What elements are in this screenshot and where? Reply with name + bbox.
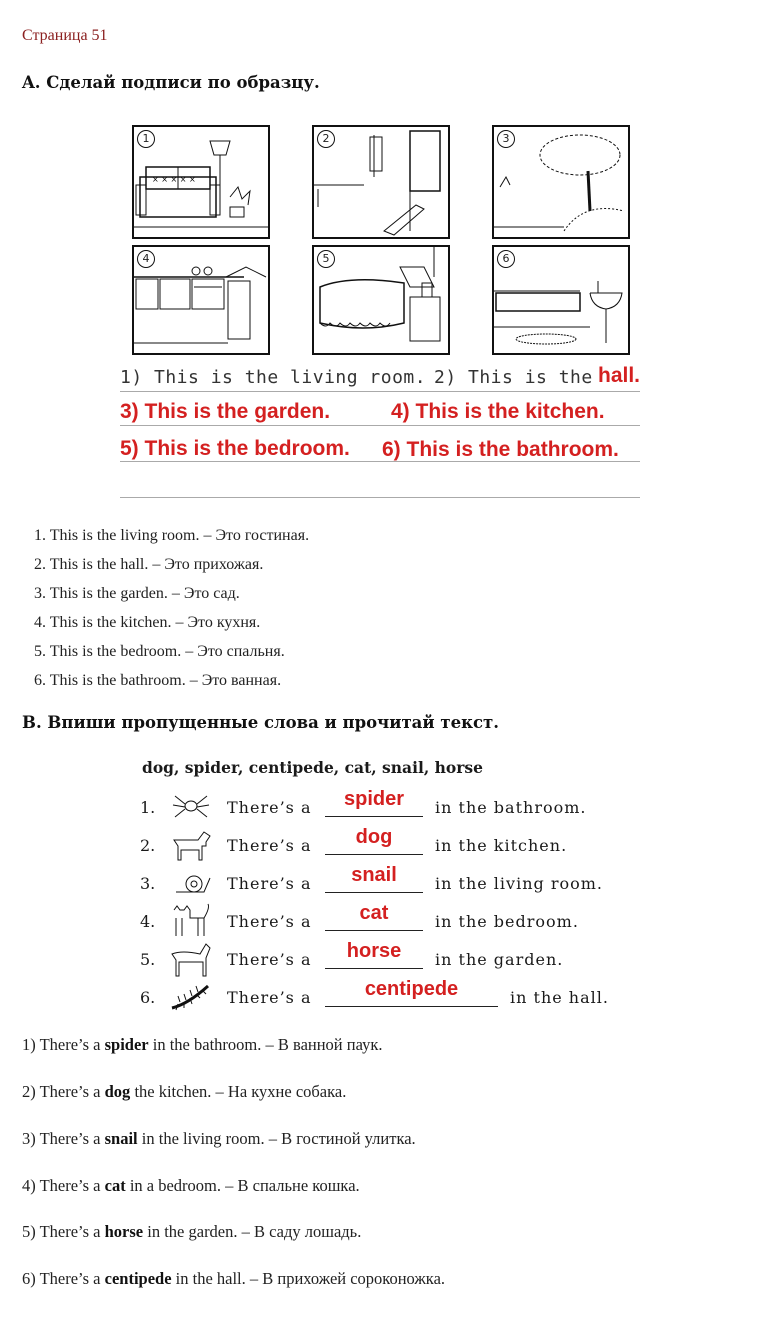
answer-6: 6) This is the bathroom. bbox=[382, 438, 619, 461]
handwritten-example-1: 1) This is the living room. bbox=[120, 367, 427, 388]
sentence-text: the kitchen. – На кухне собака. bbox=[130, 1082, 347, 1101]
line-suffix: in the garden. bbox=[435, 950, 564, 969]
garden-illustration bbox=[494, 127, 628, 237]
answer-text: centipede bbox=[364, 978, 459, 1000]
line-prefix: There’s a bbox=[227, 988, 312, 1007]
exercise-line bbox=[132, 902, 637, 932]
cat-icon bbox=[168, 902, 214, 940]
picture-garden bbox=[492, 125, 630, 239]
exercise-b-figure bbox=[132, 752, 637, 1014]
sentence-keyword: cat bbox=[104, 1176, 126, 1195]
answer-blank bbox=[325, 978, 498, 1007]
sentence-keyword: horse bbox=[104, 1222, 144, 1241]
translation-b-1 bbox=[22, 1035, 382, 1055]
picture-number: 3 bbox=[497, 130, 515, 148]
line-suffix: in the hall. bbox=[510, 988, 609, 1007]
answer-blank bbox=[325, 940, 423, 969]
answer-blank bbox=[325, 788, 423, 817]
answer-3: 3) This is the garden. bbox=[120, 400, 331, 423]
answer-text: horse bbox=[346, 940, 402, 962]
answer-2: hall. bbox=[598, 364, 641, 387]
word-bank: dog, spider, centipede, cat, snail, horse bbox=[142, 758, 483, 777]
translation-b-4 bbox=[22, 1176, 360, 1196]
picture-hall bbox=[312, 125, 450, 239]
answer-blank bbox=[325, 902, 423, 931]
sentence-text: 4) There’s a bbox=[22, 1176, 105, 1195]
sentence-text: 2) There’s a bbox=[22, 1082, 105, 1101]
list-item: 2. This is the hall. – Это прихожая. bbox=[34, 556, 264, 573]
sentence-text: 5) There’s a bbox=[22, 1222, 105, 1241]
ruled-line bbox=[120, 425, 640, 426]
answer-text: dog bbox=[355, 826, 393, 848]
translation-b-2 bbox=[22, 1082, 346, 1102]
sentence-text: 6) There’s a bbox=[22, 1269, 105, 1288]
exercise-a-figure bbox=[118, 115, 658, 503]
line-prefix: There’s a bbox=[227, 874, 312, 893]
ruled-line bbox=[120, 497, 640, 498]
line-number: 4. bbox=[140, 912, 156, 931]
sentence-text: in a bedroom. – В спальне кошка. bbox=[125, 1176, 360, 1195]
line-number: 2. bbox=[140, 836, 156, 855]
exercise-line bbox=[132, 826, 637, 856]
line-number: 3. bbox=[140, 874, 156, 893]
translation-b-5 bbox=[22, 1222, 361, 1242]
ruled-line bbox=[120, 461, 640, 462]
section-b-heading: B. Впиши пропущенные слова и прочитай текст. bbox=[22, 713, 500, 732]
list-item: 1. This is the living room. – Это гостиная. bbox=[34, 527, 310, 544]
section-a-heading: A. Сделай подписи по образцу. bbox=[22, 73, 320, 92]
line-prefix: There’s a bbox=[227, 836, 312, 855]
answer-blank bbox=[325, 864, 423, 893]
picture-bedroom bbox=[312, 245, 450, 355]
sentence-text: 3) There’s a bbox=[22, 1129, 105, 1148]
answer-blank bbox=[325, 826, 423, 855]
answer-text: spider bbox=[343, 788, 405, 810]
line-suffix: in the bedroom. bbox=[435, 912, 579, 931]
exercise-line bbox=[132, 788, 637, 818]
picture-number: 1 bbox=[137, 130, 155, 148]
answer-text: snail bbox=[351, 864, 397, 886]
line-prefix: There’s a bbox=[227, 912, 312, 931]
spider-icon bbox=[168, 788, 214, 826]
sentence-text: in the hall. – В прихожей сороконожка. bbox=[171, 1269, 446, 1288]
translation-b-6 bbox=[22, 1269, 445, 1289]
ruled-line bbox=[120, 391, 640, 392]
translation-b-3 bbox=[22, 1129, 416, 1149]
line-prefix: There’s a bbox=[227, 798, 312, 817]
exercise-line bbox=[132, 940, 637, 970]
line-suffix: in the living room. bbox=[435, 874, 603, 893]
picture-bathroom bbox=[492, 245, 630, 355]
list-item: 4. This is the kitchen. – Это кухня. bbox=[34, 614, 261, 631]
sentence-keyword: snail bbox=[104, 1129, 138, 1148]
list-item: 5. This is the bedroom. – Это спальня. bbox=[34, 643, 285, 660]
exercise-line bbox=[132, 864, 637, 894]
picture-number: 4 bbox=[137, 250, 155, 268]
sentence-text: in the garden. – В саду лошадь. bbox=[143, 1222, 362, 1241]
line-number: 6. bbox=[140, 988, 156, 1007]
translations-a-list bbox=[34, 524, 309, 698]
handwritten-example-2: 2) This is the bbox=[434, 367, 593, 388]
centipede-icon bbox=[168, 978, 214, 1016]
sentence-text: 1) There’s a bbox=[22, 1035, 105, 1054]
sentence-text: in the living room. – В гостиной улитка. bbox=[137, 1129, 416, 1148]
picture-number: 5 bbox=[317, 250, 335, 268]
sentence-keyword: centipede bbox=[104, 1269, 172, 1288]
line-number: 5. bbox=[140, 950, 156, 969]
sentence-text: in the bathroom. – В ванной паук. bbox=[148, 1035, 383, 1054]
line-prefix: There’s a bbox=[227, 950, 312, 969]
picture-kitchen bbox=[132, 245, 270, 355]
svg-text:× × × × ×: × × × × × bbox=[152, 175, 196, 184]
picture-number: 2 bbox=[317, 130, 335, 148]
sentence-keyword: dog bbox=[104, 1082, 131, 1101]
snail-icon bbox=[168, 864, 214, 902]
dog-icon bbox=[168, 826, 214, 864]
exercise-line bbox=[132, 978, 637, 1008]
line-suffix: in the kitchen. bbox=[435, 836, 568, 855]
hall-illustration bbox=[314, 127, 448, 237]
living-room-illustration bbox=[134, 127, 268, 237]
list-item: 6. This is the bathroom. – Это ванная. bbox=[34, 672, 282, 689]
answer-text: cat bbox=[359, 902, 389, 924]
line-number: 1. bbox=[140, 798, 156, 817]
picture-number: 6 bbox=[497, 250, 515, 268]
list-item: 3. This is the garden. – Это сад. bbox=[34, 585, 240, 602]
answer-5: 5) This is the bedroom. bbox=[120, 437, 350, 460]
picture-living-room bbox=[132, 125, 270, 239]
line-suffix: in the bathroom. bbox=[435, 798, 587, 817]
sentence-keyword: spider bbox=[104, 1035, 149, 1054]
page-number: Страница 51 bbox=[22, 27, 108, 44]
answer-4: 4) This is the kitchen. bbox=[391, 400, 605, 423]
horse-icon bbox=[168, 940, 214, 978]
